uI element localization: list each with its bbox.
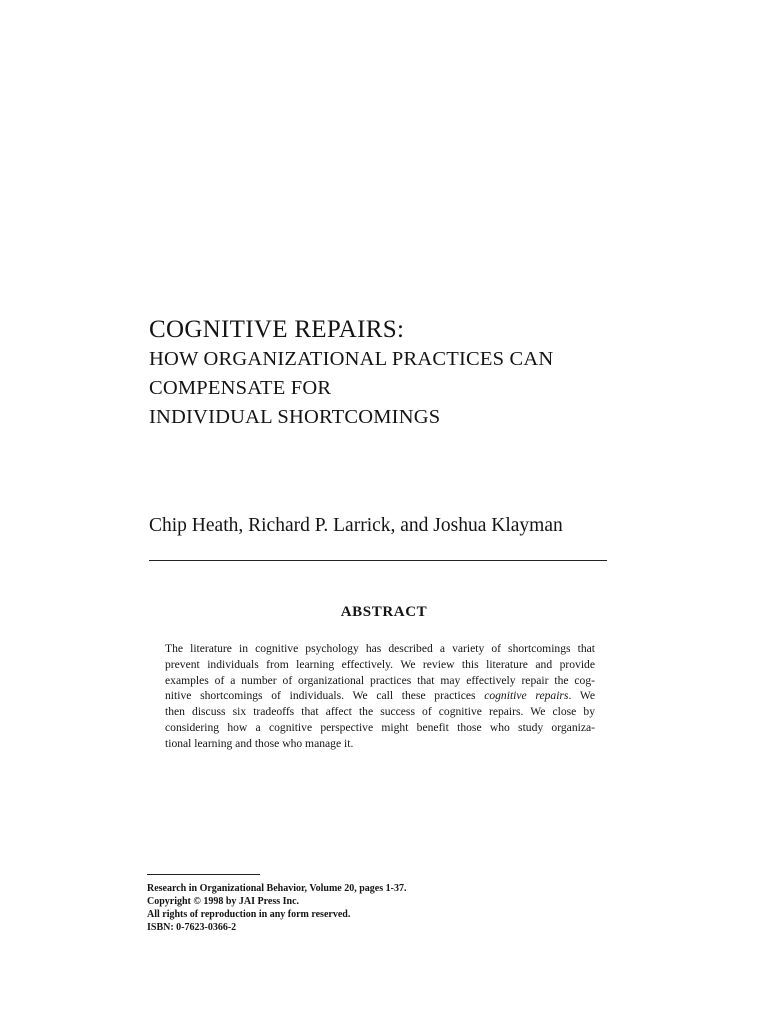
article-title	[149, 314, 709, 432]
footnote-divider	[147, 874, 260, 875]
footnote-copyright: Copyright © 1998 by JAI Press Inc.	[147, 896, 300, 907]
abstract-line: The literature in cognitive psychology has described a variety of shortcomings that	[165, 642, 595, 655]
abstract-line: tional learning and those who manage it.	[165, 736, 354, 750]
footnote-rights: All rights of reproduction in any form reserved.	[147, 909, 351, 920]
abstract-line: nitive shortcomings of individuals. We call these practices cognitive repairs. We	[165, 689, 595, 703]
title-main: COGNITIVE REPAIRS:	[149, 316, 405, 343]
author-list: Chip Heath, Richard P. Larrick, and Joshua Klayman	[149, 515, 563, 536]
abstract-line: prevent individuals from learning effectively. We review this literature and provide	[165, 657, 595, 671]
emphasized-term: cognitive repairs	[484, 689, 569, 703]
footnote-isbn: ISBN: 0-7623-0366-2	[147, 922, 237, 933]
abstract-line: then discuss six tradeoffs that affect the success of cognitive repairs. We close by	[165, 705, 595, 719]
abstract-text	[165, 641, 595, 752]
subtitle-line: HOW ORGANIZATIONAL PRACTICES CAN	[149, 348, 554, 370]
abstract-heading: ABSTRACT	[340, 604, 428, 620]
subtitle-line: COMPENSATE FOR	[149, 377, 332, 399]
abstract-line: considering how a cognitive perspective might benefit those who study organiza-	[165, 720, 595, 734]
title-divider	[149, 560, 607, 561]
abstract-line: examples of a number of organizational practices that may effectively repair the cog-	[165, 673, 595, 687]
publication-footnote	[147, 882, 547, 934]
footnote-journal: Research in Organizational Behavior, Volume 20, pages 1-37.	[147, 883, 407, 894]
subtitle-line: INDIVIDUAL SHORTCOMINGS	[149, 406, 441, 428]
